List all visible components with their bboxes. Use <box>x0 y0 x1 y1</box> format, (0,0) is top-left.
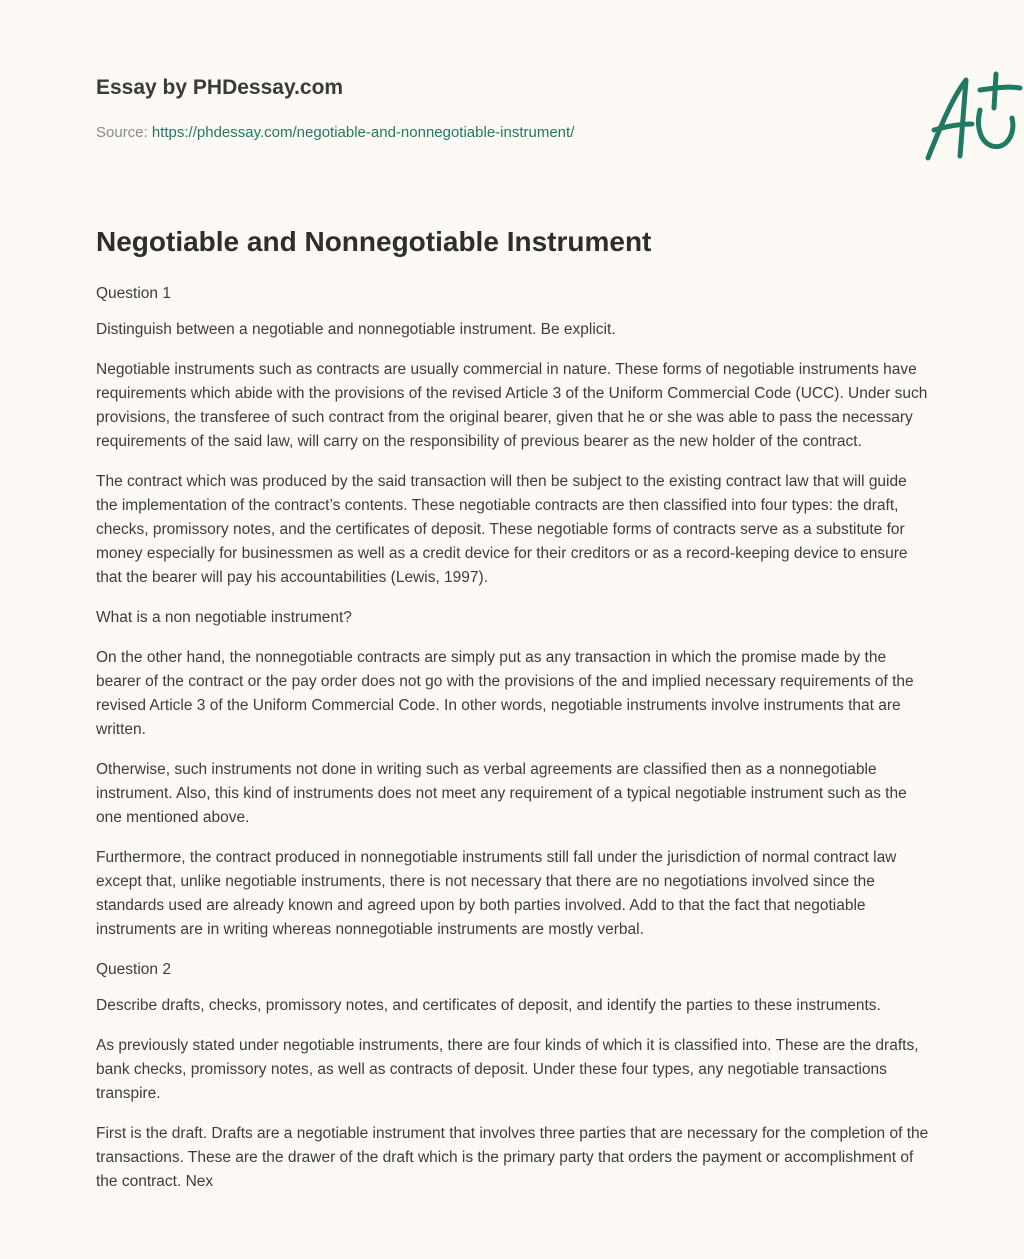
paragraph: As previously stated under negotiable instruments, there are four kinds of which it is classified into. These are the drafts, bank checks, promissory notes, as well as contracts of deposit. Under these four types, any negotiable transactions transpire. <box>96 1037 919 1102</box>
source-line <box>96 124 574 141</box>
paragraph: Distinguish between a negotiable and nonnegotiable instrument. Be explicit. <box>96 321 616 338</box>
paragraph: On the other hand, the nonnegotiable contracts are simply put as any transaction in which the promise made by the bearer of the contract or the pay order does not go with the provisions of the and implied necessary requirements of the revised Article 3 of the Uniform Commercial Code. In other words, negotiable instruments involve instruments that are written. <box>96 649 914 738</box>
source-link[interactable]: https://phdessay.com/negotiable-and-nonnegotiable-instrument/ <box>151 124 575 141</box>
paragraph: Describe drafts, checks, promissory notes, and certificates of deposit, and identify the parties to these instruments. <box>96 997 881 1014</box>
source-label: Source: <box>96 124 148 141</box>
paragraph: What is a non negotiable instrument? <box>96 609 352 626</box>
paragraph: Otherwise, such instruments not done in writing such as verbal agreements are classified then as a nonnegotiable instrument. Also, this kind of instruments does not meet any requirement of a typical negotiable instrument such as the one mentioned above. <box>96 761 907 826</box>
essay-title: Negotiable and Nonnegotiable Instrument <box>96 226 652 257</box>
paragraph: Negotiable instruments such as contracts are usually commercial in nature. These forms of negotiable instruments have requirements which abide with the provisions of the revised Article 3 of the Uniform Commercial Code (UCC). Under such provisions, the transferee of such contract from the original bearer, given that he or she was able to pass the necessary requirements of the said law, will carry on the responsibility of previous bearer as the new holder of the contract. <box>96 361 928 450</box>
question-heading: Question 2 <box>96 961 171 978</box>
paragraph: Furthermore, the contract produced in nonnegotiable instruments still fall under the jurisdiction of normal contract law except that, unlike negotiable instruments, there is not necessary that there are no negotiations involved since the standards used are already known and agreed upon by both parties involved. Add to that the fact that negotiable instruments are in writing whereas nonnegotiable instruments are mostly verbal. <box>96 849 897 938</box>
paragraph: The contract which was produced by the said transaction will then be subject to the existing contract law that will guide the implementation of the contract’s contents. These negotiable contracts are then classified into four types: the draft, checks, promissory notes, and the certificates of deposit. These negotiable forms of contracts serve as a substitute for money especially for businessmen as well as a credit device for their creditors or as a record-keeping device to ensure that the bearer will pay his accountabilities (Lewis, 1997). <box>96 473 908 586</box>
site-title: Essay by PHDessay.com <box>96 76 344 99</box>
essay-body <box>96 282 932 1210</box>
a-plus-logo-icon <box>920 68 1024 166</box>
question-heading: Question 1 <box>96 285 171 302</box>
paragraph: First is the draft. Drafts are a negotiable instrument that involves three parties that are necessary for the completion of the transactions. These are the drawer of the draft which is the primary party that orders the payment or accomplishment of the contract. Nex <box>96 1125 929 1190</box>
